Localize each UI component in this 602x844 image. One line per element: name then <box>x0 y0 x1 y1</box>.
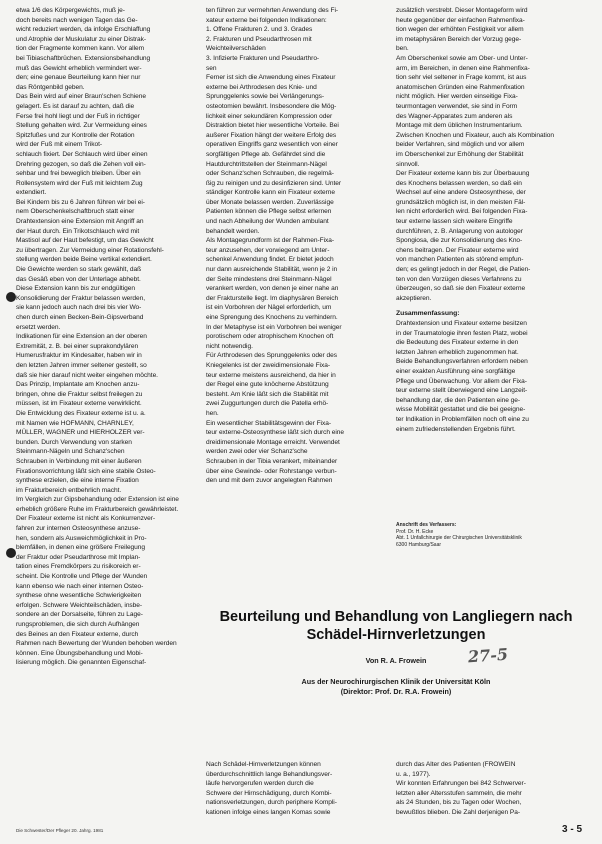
author-address-line: Prof. Dr. H. Ecke <box>396 528 434 535</box>
author-address-line: 6300 Hamburg/Saar <box>396 541 442 548</box>
author-address <box>396 522 580 548</box>
affiliation-director: (Direktor: Prof. Dr. R.A. Frowein) <box>340 687 452 696</box>
handwritten-note: 27-5 <box>467 644 509 667</box>
author-address-heading: Anschrift des Verfassers: <box>396 522 457 528</box>
punch-hole-icon <box>6 548 16 558</box>
article-header <box>206 608 586 697</box>
article-body-column-1 <box>206 760 386 844</box>
article-title: Beurteilung und Behandlung von Langliegern nach Schädel-Hirnverletzungen <box>219 609 573 643</box>
author-address-line: Abt. 1 Unfallchirurgie der Chirurgischen Universitätsklinik <box>396 535 522 542</box>
body-text: zusätzlich verstrebt. Dieser Montageform wird heute gegenüber der einfachen Rahmenfixa- tion wegen der erhöhten Festigkeit vor allem im metaphysären Bereich der Vorzug gege- ben. Am Oberschenkel sowie am Ober- und Unter- arm, im Bereichen, in denen eine Rahmenfixa- tion sehr viel seltener in Frage kommt, ist aus anatomischen Gründen eine Rahmenfixation nicht möglich. Hier werden einseitige Fixa- teurmontagen verwendet, sie sind in Form des Wagner-Apparates zum anderen als Montage mit dem üblichen Instrumentarium. Zwischen Knochen und Fixateur, auch als Kombination beider Verfahren, sind möglich und vor allem im Oberschenkel zur Erhöhung der Stabilität sinnvoll. Der Fixateur externe kann bis zur Überbauung des Knochens belassen werden, so daß ein Wechsel auf eine andere Osteosynthese, der grundsätzlich möglich ist, in den meisten Fäl- len nicht erforderlich wird. Bei folgenden Fixa- teur externe lassen sich weitere Eingriffe durchführen, z. B. Anlagerung von autologer Spongiosa, die zur Konsolidierung des Kno- chens beitragen. Der Fixateur externe wird von manchen Patienten als störend empfun- den; es gelingt jedoch in der Regel, die Patien- ten von den Vorzügen dieses Verfahrens zu überzeugen, so daß sie den Fixateur externe akzeptieren. <box>396 7 554 302</box>
text-column-1 <box>16 6 193 824</box>
body-text: durch das Alter des Patienten (FROWEIN u. a., 1977). Wir konnten Erfahrungen bei 842 Schwerver- letzten aller Altersstufen sammeln, die mehr als 24 Stunden, bis zu Tagen oder Wochen, bewußtlos blieben. Die Zahl derjenigen Pa- <box>396 761 526 816</box>
summary-text: Drahtextension und Fixateur externe besitzen in der Traumatologie ihren festen Platz, wobei die Bedeutung des Fixateur externe in den letzten Jahren erheblich zugenommen hat. Beide Behandlungsverfahren erfordern neben einer exakten Ausführung eine sorgfältige Pflege und Überwachung. Vor allem der Fixa- teur externe stellt überwiegend eine Langzeit- behandlung dar, die den Patienten eine ge- wisse Mobilität gestattet und die bei geeigne- ter Indikation in Problemfällen noch oft eine zu einem zufriedenstellenden Ergebnis führt. <box>396 320 529 433</box>
summary-heading: Zusammenfassung: <box>396 310 460 318</box>
text-column-2 <box>206 6 384 561</box>
article-affiliation <box>206 677 586 697</box>
text-column-3 <box>396 6 580 576</box>
author-name: Von R. A. Frowein <box>365 656 427 665</box>
body-text: Nach Schädel-Hirnverletzungen können überdurchschnittlich lange Behandlungsver- läufe hervorgerufen werden durch die Schwere der Hirnschädigung, durch Kombi- nationsverletzungen, durch periphere Kompli- kationen infolge eines langen Komas sowie <box>206 761 337 816</box>
page-number: 3 - 5 <box>562 824 583 835</box>
affiliation-line: Aus der Neurochirurgischen Klinik der Universität Köln <box>301 677 491 686</box>
body-text: etwa 1/6 des Körpergewichts, muß je- doch bereits nach wenigen Tagen das Ge- wicht reduziert werden, da infolge Erschlaffung und Atrophie der Muskulatur zu einer Distrak- tion der Fragmente kommen kann. Vor allem bei Tibiaschaftbrüchen. Extensionsbehandlung muß das Gewicht erheblich vermindert wer- den; eine genaue Beurteilung kann hier nur das Röntgenbild geben. Das Bein wird auf einer Braun'schen Schiene gelagert. Es ist darauf zu achten, daß die Ferse frei hohl liegt und der Fuß in richtiger Stellung gehalten wird. Zur Vermeidung eines Spitzfußes und zur Kontrolle der Rotation wird der Fuß mit einem Trikot- schlauch fixiert. Der Schlauch wird über einen Drehring gezogen, so daß die Zehen voll ein- sehbar und frei beweglich bleiben. Über ein Rollensystem wird der Fuß mit leichtem Zug extendiert. Bei Kindern bis zu 6 Jahren führen wir bei ei- nem Oberschenkelschaftbruch statt einer Drahtextension eine Extension mit Angriff an der Haut durch. Ein Trikotschlauch wird mit Mastisol auf der Haut befestigt, um das Gewicht zu übertragen. Zur Vermeidung einer Rotationsfehl- stellung werden beide Beine vertikal extendiert. Die Gewichte werden so stark gewählt, daß das Gesäß eben von der Unterlage abhebt. Diese Extension kann bis zur endgültigen Konsolidierung der Fraktur belassen werden, sie kann jedoch auch nach drei bis vier Wo- chen durch einen Becken-Bein-Gipsverband ersetzt werden. Indikationen für eine Extension an der oberen Extremität, z. B. bei einer suprakondylären Humerusfraktur im Kindesalter, haben wir in den letzten Jahren immer seltener gestellt, so daß sie hier darauf nicht weiter eingehen möchte. Das Prinzip, Implantate am Knochen anzu- bringen, ohne die Fraktur selbst freilegen zu müssen, ist im Fixateur externe verwirklicht. Die Entwicklung des Fixateur externe ist u. a. mit Namen wie HOFMANN, CHARNLEY, MÜLLER, WAGNER und HIERHOLZER ver- bunden. Durch Verwendung von starken Steinmann-Nägeln und Schanz'schen Schrauben in Verbindung mit einer äußeren Fixationsvorrichtung läßt sich eine stabile Osteo- synthese erzielen, die eine interne Fixation im Frakturbereich entbehrlich macht. Im Vergleich zur Gipsbehandlung oder Extension ist eine erheblich größere Ruhe im Frakturbereich gewährleistet. Der Fixateur externe ist nicht als Konkurrenzver- fahren zur internen Osteosynthese anzuse- hen, sondern als Ausweichmöglichkeit in Pro- blemfällen, in denen eine größere Freilegung der Fraktur oder Pseudarthrose mit Implan- tation eines Fremdkörpers zu risikoreich er- scheint. Die Kontrolle und Pflege der Wunden kann ebenso wie nach einer internen Osteo- synthese ohne wesentliche Schwierigkeiten erfolgen. Schwere Weichteilschäden, insbe- sondere an der Dorsalseite, führen zu Lage- rungsproblemen, die sich durch Aufhängen des Beines an den Fixateur externe, durch Rahmen nach Bewertung der Wunden behoben werden können. Eine Übungsbehandlung und Mobi- lisierung möglich. Die genannten Eigenschaf- <box>16 7 179 667</box>
article-body-column-2 <box>396 760 580 826</box>
punch-hole-icon <box>6 292 16 302</box>
article-byline <box>206 644 586 667</box>
journal-footer: Die Schwester/Der Pfleger 20. Jahrg. 1981 <box>16 828 104 833</box>
body-text: ten führen zur vermehrten Anwendung des Fi- xateur externe bei folgenden Indikationen: 1. Offene Frakturen 2. und 3. Grades 2. Frakturen und Pseudarthrosen mit Weichteilverschäden 3. Infizierte Frakturen und Pseudarthro- sen Ferner ist sich die Anwendung eines Fixateur externe bei Arthrodesen des Knie- und Sprunggelenks sowie bei Verlängerungs- osteotomien bewährt. Insbesondere die Mög- lichkeit einer sekundären Kompression oder Distraktion bietet hier wesentliche Vorteile. Bei außerer Fixation hängt der weitere Erfolg des operativen Eingriffs ganz wesentlich von einer sorgfältigen Pflege ab. Gefährdet sind die Hautdurchtrittstellen der Steinmann-Nägel oder Schanz'schen Schrauben, die regelmä- ßig zu reinigen und zu desinfizieren sind. Unter ständiger Kontrolle kann ein Fixateur externe über Monate belassen werden. Zuverlässige Patienten können die Pflege selbst erlernen und nach Abheilung der Wunden ambulant behandelt werden. Als Montagegrundform ist der Rahmen-Fixa- teur anzusehen, der vorwiegend am Unter- schenkel Anwendung findet. Er bietet jedoch nur dann ausreichende Stabilität, wenn je 2 in der Seite mindestens drei Steinmann-Nägel verankert werden, von denen je einer nahe an der Frakturstelle liegt. Im diaphysären Bereich ist ein Vorbohren der Nägel erforderlich, um eine Sprengung des Knochens zu verhindern. In der Metaphyse ist ein Vorbohren bei weniger porotischem oder atrophischem Knochen oft nicht notwendig. Für Arthrodesen des Sprunggelenks oder des Kniegelenks ist der zweidimensionale Fixa- teur externe meistens ausreichend, da hier in der Regel eine gute knöcherne Abstützung besteht. Am Knie läßt sich die Stabilität mit zwei Zuggurtungen durch die Patella erhö- hen. Ein wesentlicher Stabilitätsgewinn der Fixa- teur externe-Osteosynthese läßt sich durch eine dreidimensionale Montage erreicht. Verwendet werden zwei oder vier Schanz'sche Schrauben in der Tibia verankert, miteinander über eine Gewinde- oder Rohrstange verbun- den und mit dem zuvor angelegten Rahmen <box>206 7 345 485</box>
